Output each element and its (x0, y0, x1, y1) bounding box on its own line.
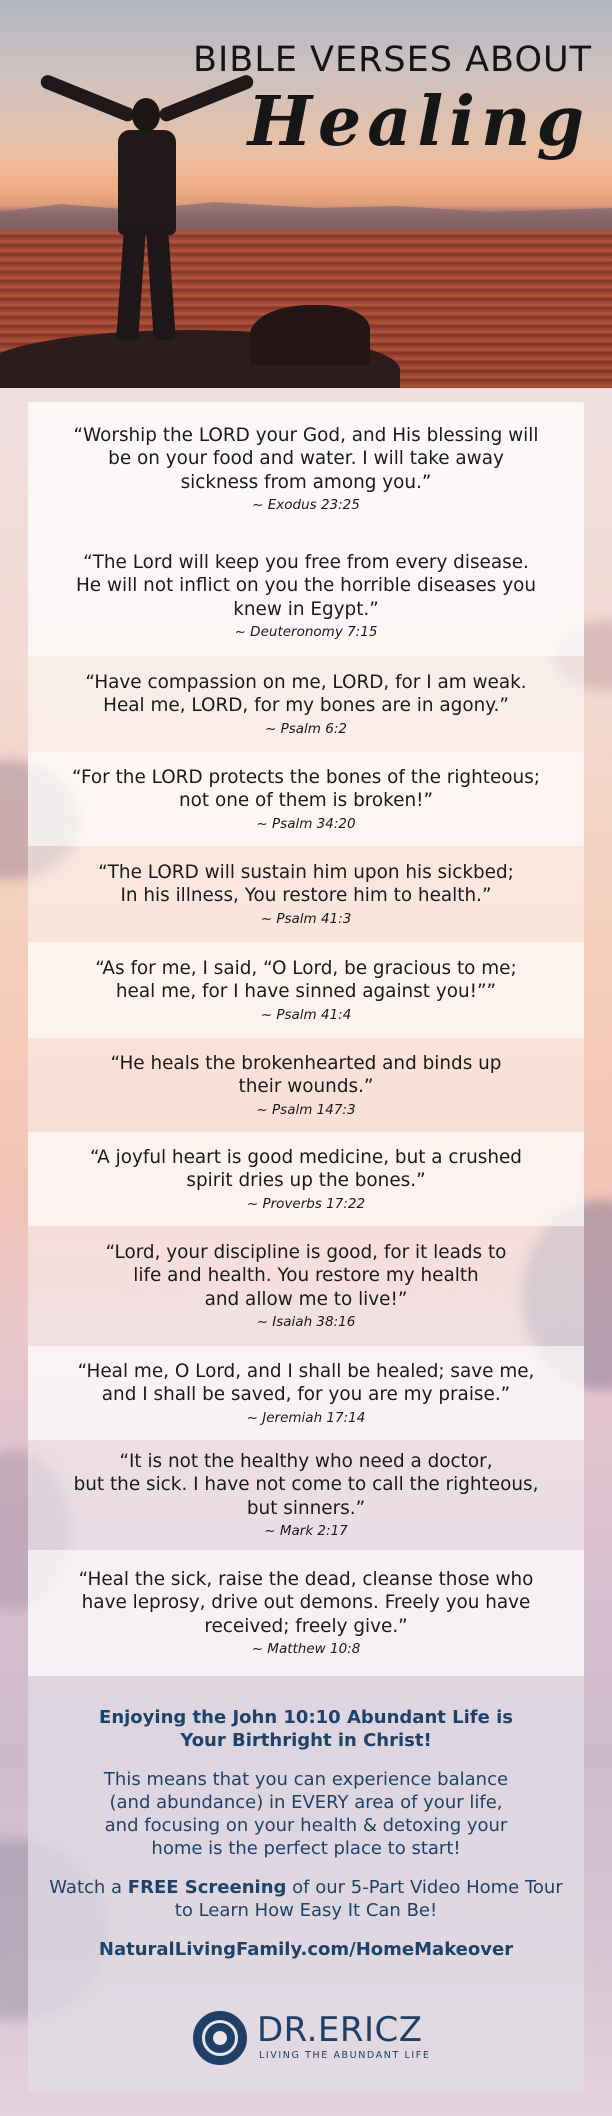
verse-card (28, 402, 584, 536)
verse-card (28, 752, 584, 846)
person-right-leg (146, 229, 176, 340)
person-left-leg (116, 229, 146, 340)
verse-card (28, 1440, 584, 1550)
verse-text: “Heal me, O Lord, and I shall be healed; save me, and I shall be saved, for you are my praise.” (77, 1360, 535, 1405)
logo-emblem-icon (193, 2011, 247, 2065)
title-top: BIBLE VERSES ABOUT (192, 40, 592, 80)
verse-text: “The LORD will sustain him upon his sickbed; In his illness, You restore him to health.” (98, 861, 514, 906)
promo-body: This means that you can experience balance (and abundance) in EVERY area of your life, and focusing on your health & detoxing your home is the perfect place to start! (103, 1769, 509, 1859)
verse-card (28, 846, 584, 942)
verse-card (28, 1346, 584, 1440)
promo-watch-text (48, 1876, 564, 1922)
watch-suffix: of our 5-Part Video Home Tour to Learn How Easy It Can Be! (174, 1877, 563, 1921)
verse-text: “Have compassion on me, LORD, for I am weak. Heal me, LORD, for my bones are in agony.” (85, 671, 527, 716)
foreground-rock (250, 305, 370, 365)
logo-tagline: LIVING THE ABUNDANT LIFE (259, 2050, 431, 2061)
person-arms-raised-silhouette (28, 90, 258, 345)
person-left-arm (39, 73, 137, 123)
verse-reference: ~ Psalm 147:3 (256, 1101, 356, 1118)
person-torso (118, 130, 176, 235)
promo-panel (28, 1676, 584, 2091)
verse-text: “For the LORD protects the bones of the righteous; not one of them is broken!” (72, 766, 540, 811)
verse-text: “As for me, I said, “O Lord, be gracious to me; heal me, for I have sinned against you!”” (95, 957, 517, 1002)
verse-text: “It is not the healthy who need a doctor, but the sick. I have not come to call the righteous, but sinners.” (73, 1450, 539, 1519)
verse-card (28, 1550, 584, 1676)
verse-card (28, 1038, 584, 1132)
page-title: Healing (247, 82, 590, 162)
verse-card (28, 536, 584, 656)
verse-text: “Heal the sick, raise the dead, cleanse those who have leprosy, drive out demons. Freely you have received; freely give.” (78, 1568, 534, 1637)
hero-banner (0, 0, 612, 388)
verse-reference: ~ Psalm 41:3 (260, 910, 352, 927)
watch-highlight: FREE Screening (127, 1877, 287, 1898)
logo-name: DR.ERICZ (257, 2010, 423, 2050)
brand-logo (193, 2011, 433, 2071)
verse-text: “A joyful heart is good medicine, but a crushed spirit dries up the bones.” (90, 1146, 522, 1191)
watch-prefix: Watch a (49, 1877, 128, 1898)
logo-dot (213, 2031, 227, 2045)
verse-reference: ~ Matthew 10:8 (251, 1641, 361, 1658)
verse-reference: ~ Isaiah 38:16 (256, 1314, 356, 1331)
verse-reference: ~ Psalm 41:4 (260, 1006, 352, 1023)
verse-text: “The Lord will keep you free from every disease. He will not inflict on you the horrible diseases you knew in Egypt.” (75, 551, 537, 620)
person-right-arm (157, 73, 255, 123)
verse-reference: ~ Jeremiah 17:14 (246, 1409, 366, 1426)
verse-reference: ~ Mark 2:17 (264, 1523, 348, 1540)
promo-url-link[interactable]: NaturalLivingFamily.com/HomeMakeover (98, 1939, 514, 1960)
verse-reference: ~ Deuteronomy 7:15 (234, 624, 378, 641)
verse-text: “Lord, your discipline is good, for it leads to life and health. You restore my health and allow me to live!” (105, 1241, 507, 1310)
verse-reference: ~ Exodus 23:25 (252, 497, 360, 514)
verse-list (28, 402, 584, 1676)
verse-reference: ~ Proverbs 17:22 (246, 1195, 366, 1212)
verse-card (28, 656, 584, 752)
verse-card (28, 1132, 584, 1226)
verse-reference: ~ Psalm 6:2 (265, 720, 347, 737)
verse-text: “He heals the brokenhearted and binds up their wounds.” (110, 1052, 502, 1097)
promo-headline: Enjoying the John 10:10 Abundant Life is Your Birthright in Christ! (99, 1707, 513, 1751)
verse-text: “Worship the LORD your God, and His blessing will be on your food and water. I will take away sickness from among you.” (73, 424, 539, 493)
person-head (132, 98, 160, 132)
verse-card (28, 942, 584, 1038)
verse-card (28, 1226, 584, 1346)
verse-reference: ~ Psalm 34:20 (256, 815, 356, 832)
